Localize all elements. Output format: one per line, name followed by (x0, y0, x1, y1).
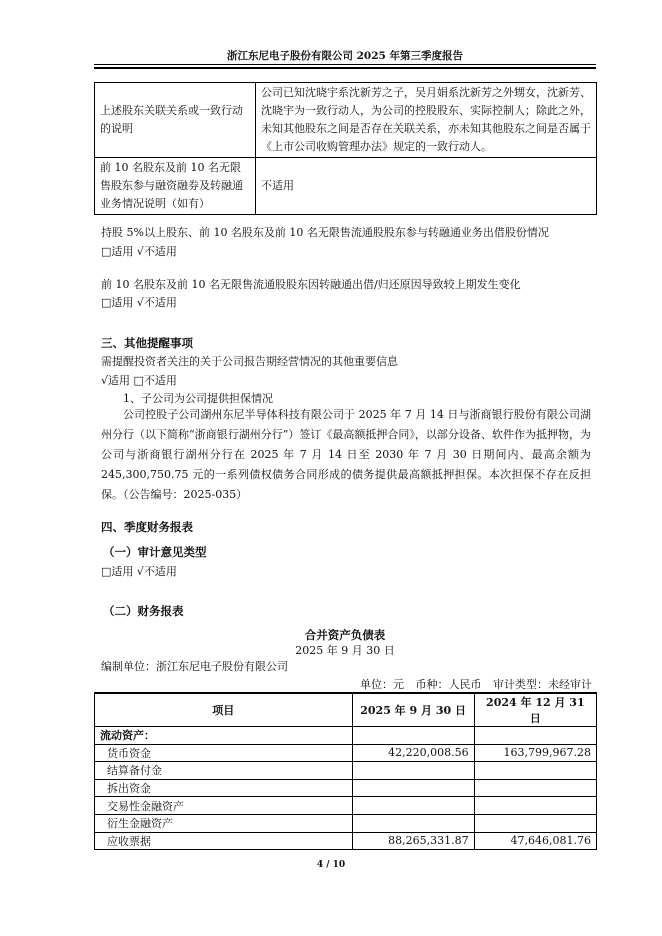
row-current (352, 779, 474, 797)
table-header-row (95, 693, 597, 727)
section3-subheading: 1、子公司为公司提供担保情况 (123, 392, 273, 405)
audit-heading: （一）审计意见类型 (103, 545, 207, 559)
change-title: 前 10 名股东及前 10 名无限售流通股股东因转融通出借/归还原因导致较上期发生变化 (101, 278, 521, 291)
info-value: 不适用 (256, 158, 597, 215)
table-row (95, 762, 597, 780)
row-item: 结算备付金 (95, 762, 353, 780)
preparer: 编制单位：浙江东尼电子股份有限公司 (101, 660, 288, 673)
balance-sheet-date: 2025 年 9 月 30 日 (295, 644, 395, 657)
lending-option: □适用 √不适用 (101, 245, 177, 258)
balance-sheet-table (94, 692, 597, 850)
page-header: 浙江东尼电子股份有限公司 2025 年第三季度报告 (226, 50, 464, 62)
unit-label: 单位：元 (360, 678, 404, 691)
row-current: 88,265,331.87 (352, 832, 474, 850)
audit-option: □适用 √不适用 (101, 565, 177, 578)
info-value: 公司已知沈晓宇系沈新芳之子，吴月娟系沈新芳之外甥女，沈新芳、沈晓宇为一致行动人，为公司的控股股东、实际控制人；除此之外，未知其他股东之间是否存在关联关系，亦未知其他股东之间是否属于《上市公司收购管理办法》规定的一致行动人。 (256, 83, 597, 158)
row-current (352, 814, 474, 832)
header-rule-thin (94, 64, 596, 65)
section-label: 流动资产： (95, 727, 353, 745)
currency-label: 币种：人民币 (415, 678, 482, 691)
row-item: 货币资金 (95, 744, 353, 762)
row-current (352, 797, 474, 815)
section3-intro: 需提醒投资者关注的关于公司报告期经营情况的其他重要信息 (101, 355, 398, 368)
row-current: 42,220,008.56 (352, 744, 474, 762)
header-rule-thick (94, 67, 596, 69)
row-item: 拆出资金 (95, 779, 353, 797)
column-header: 项目 (95, 693, 353, 727)
guarantee-paragraph: 公司控股子公司湖州东尼半导体科技有限公司于 2025 年 7 月 14 日与浙商银行股份有限公司湖州分行（以下简称“浙商银行湖州分行”）签订《最高额抵押合同》，以部分设备、软件作为抵押物，为公司与浙商银行湖州分行在 2025 年 7 月 14 日至 2030 年 7 月 30 日期间内、最高余额为 245,300,750.75 元的一系列债权债务合同形成的债务提供最高额抵押担保。本次担保不存在反担保。（公告编号：2025-035） (101, 408, 591, 501)
row-current (352, 762, 474, 780)
change-option: □适用 √不适用 (101, 296, 177, 309)
row-prior (474, 814, 596, 832)
table-row (95, 83, 597, 158)
table-row (95, 797, 597, 815)
table-row (95, 744, 597, 762)
table-row (95, 814, 597, 832)
table-row (95, 832, 597, 850)
page-number: 4 / 10 (316, 860, 346, 870)
balance-sheet-title: 合并资产负债表 (304, 628, 386, 642)
table-row (95, 727, 597, 745)
row-prior: 47,646,081.76 (474, 832, 596, 850)
row-prior: 163,799,967.28 (474, 744, 596, 762)
lending-title: 持股 5%以上股东、前 10 名股东及前 10 名无限售流通股股东参与转融通业务出借股份情况 (101, 226, 549, 239)
row-item: 衍生金融资产 (95, 814, 353, 832)
row-prior (474, 779, 596, 797)
section3-option: √适用 □不适用 (101, 374, 177, 387)
info-key: 上述股东关联关系或一致行动的说明 (95, 83, 256, 158)
table-row (95, 158, 597, 215)
section3-heading: 三、其他提醒事项 (101, 336, 193, 350)
audit-type-label: 审计类型：未经审计 (493, 678, 592, 691)
column-header: 2024 年 12 月 31 日 (474, 693, 596, 727)
row-item: 交易性金融资产 (95, 797, 353, 815)
row-prior (474, 762, 596, 780)
section4-heading: 四、季度财务报表 (101, 520, 193, 534)
column-header: 2025 年 9 月 30 日 (352, 693, 474, 727)
fs-heading: （二）财务报表 (103, 604, 184, 618)
bs-meta (352, 676, 592, 692)
row-prior (474, 797, 596, 815)
shareholder-info-table (94, 82, 597, 215)
row-item: 应收票据 (95, 832, 353, 850)
info-key: 前 10 名股东及前 10 名无限售股东参与融资融券及转融通业务情况说明（如有） (95, 158, 256, 215)
table-row (95, 779, 597, 797)
